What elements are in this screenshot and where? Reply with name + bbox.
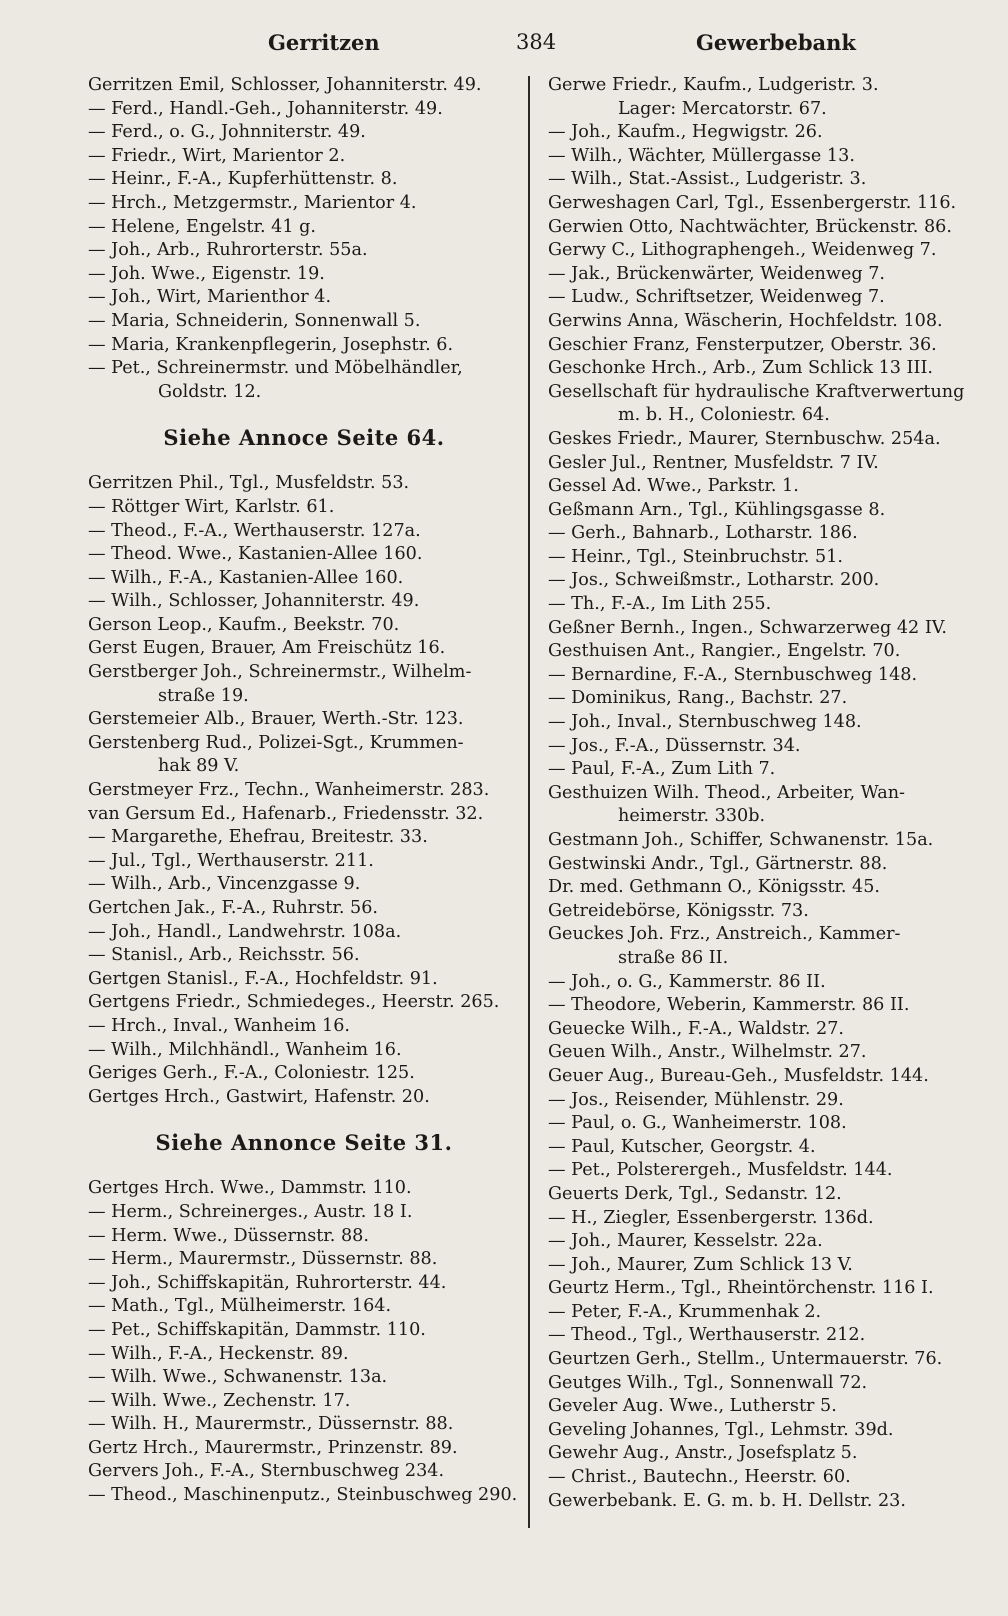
directory-entry: — Christ., Bautechn., Heerstr. 60.: [548, 1467, 851, 1488]
directory-entry: — Theodore, Weberin, Kammerstr. 86 II.: [548, 995, 910, 1016]
directory-entry: Geschonke Hrch., Arb., Zum Schlick 13 III.: [548, 358, 933, 379]
directory-entry: Gesthuisen Ant., Rangier., Engelstr. 70.: [548, 641, 901, 662]
directory-entry: — H., Ziegler, Essenbergerstr. 136d.: [548, 1207, 874, 1228]
directory-entry-continuation: hak 89 V.: [158, 756, 240, 777]
directory-entry: Gerstenberg Rud., Polizei-Sgt., Krummen-: [88, 732, 464, 753]
page-header: [88, 26, 972, 60]
directory-entry: — Math., Tgl., Mülheimerstr. 164.: [88, 1296, 392, 1317]
directory-entry: — Wilh. H., Maurermstr., Düssernstr. 88.: [88, 1414, 454, 1435]
directory-entry: Gerwy C., Lithographengeh., Weidenweg 7.: [548, 240, 937, 261]
directory-entry: — Herm., Schreinerges., Austr. 18 I.: [88, 1201, 413, 1222]
section-spacer: [88, 1109, 520, 1119]
right-column: [548, 74, 984, 1513]
directory-entry: — Wilh., F.-A., Heckenstr. 89.: [88, 1343, 349, 1364]
directory-entry: Gertgen Stanisl., F.-A., Hochfeldstr. 91.: [88, 968, 438, 989]
directory-entry: — Heinr., F.-A., Kupferhüttenstr. 8.: [88, 169, 398, 190]
directory-entry: — Jos., Schweißmstr., Lotharstr. 200.: [548, 570, 880, 591]
directory-entry: — Wilh., F.-A., Kastanien-Allee 160.: [88, 567, 404, 588]
directory-entry: Gertz Hrch., Maurermstr., Prinzenstr. 89.: [88, 1437, 458, 1458]
directory-entry: Geschier Franz, Fensterputzer, Oberstr. 36.: [548, 334, 937, 355]
directory-entry: Geßmann Arn., Tgl., Kühlingsgasse 8.: [548, 499, 886, 520]
directory-entry: — Jos., Reisender, Mühlenstr. 29.: [548, 1089, 844, 1110]
directory-entry: — Peter, F.-A., Krummenhak 2.: [548, 1301, 822, 1322]
page-number: 384: [516, 30, 557, 54]
directory-entry: Geuer Aug., Bureau-Geh., Musfeldstr. 144.: [548, 1065, 929, 1086]
directory-entry: Gerstmeyer Frz., Techn., Wanheimerstr. 283.: [88, 780, 490, 801]
directory-entry: Gestmann Joh., Schiffer, Schwanenstr. 15a.: [548, 830, 934, 850]
directory-entry-continuation: straße 86 II.: [618, 947, 729, 968]
section-spacer: [88, 462, 520, 472]
directory-entry: Gerst Eugen, Brauer, Am Freischütz 16.: [88, 638, 446, 659]
directory-entry: — Theod., F.-A., Werthauserstr. 127a.: [88, 520, 421, 541]
directory-entry: — Pet., Schiffskapitän, Dammstr. 110.: [88, 1319, 426, 1340]
directory-entry: Geßner Bernh., Ingen., Schwarzerweg 42 IV.: [548, 617, 947, 638]
directory-entry: — Wilh. Wwe., Schwanenstr. 13a.: [88, 1367, 388, 1388]
directory-entry: van Gersum Ed., Hafenarb., Friedensstr. 32.: [88, 803, 484, 824]
directory-entry: — Gerh., Bahnarb., Lotharstr. 186.: [548, 523, 858, 544]
directory-entry: — Röttger Wirt, Karlstr. 61.: [88, 496, 335, 517]
directory-entry: — Wilh., Stat.-Assist., Ludgeristr. 3.: [548, 169, 867, 190]
directory-entry: Gerweshagen Carl, Tgl., Essenbergerstr. 116.: [548, 192, 957, 213]
directory-entry: — Hrch., Inval., Wanheim 16.: [88, 1015, 351, 1036]
directory-entry-continuation: heimerstr. 330b.: [618, 806, 766, 827]
directory-entry: — Wilh., Schlosser, Johanniterstr. 49.: [88, 591, 420, 612]
directory-entry: Gewerbebank. E. G. m. b. H. Dellstr. 23.: [548, 1490, 906, 1511]
directory-entry: — Maria, Krankenpflegerin, Josephstr. 6.: [88, 334, 454, 355]
directory-entry: — Joh., Kaufm., Hegwigstr. 26.: [548, 122, 823, 143]
directory-entry: — Wilh. Wwe., Zechenstr. 17.: [88, 1390, 351, 1411]
directory-entry: — Theod. Wwe., Kastanien-Allee 160.: [88, 544, 423, 565]
header-right-keyword: Gewerbebank: [696, 30, 856, 55]
directory-entry: Gertges Hrch. Wwe., Dammstr. 110.: [88, 1178, 412, 1199]
directory-entry: — Joh., Handl., Landwehrstr. 108a.: [88, 921, 402, 942]
directory-entry: Gerritzen Emil, Schlosser, Johanniterstr. 49.: [88, 75, 482, 95]
directory-entry: Gerwien Otto, Nachtwächter, Brückenstr. 86.: [548, 216, 952, 237]
directory-entry: — Jos., F.-A., Düssernstr. 34.: [548, 735, 801, 756]
directory-entry: Gertchen Jak., F.-A., Ruhrstr. 56.: [88, 898, 378, 918]
directory-entry: — Friedr., Wirt, Marientor 2.: [88, 145, 346, 166]
directory-entry: Gestwinski Andr., Tgl., Gärtnerstr. 88.: [548, 853, 888, 874]
column-divider: [528, 76, 530, 1528]
directory-entry: Gerson Leop., Kaufm., Beekstr. 70.: [88, 614, 400, 635]
directory-entry: Geurtz Herm., Tgl., Rheintörchenstr. 116 I.: [548, 1278, 934, 1299]
directory-entry: Geuerts Derk, Tgl., Sedanstr. 12.: [548, 1183, 842, 1204]
directory-entry: — Joh., o. G., Kammerstr. 86 II.: [548, 971, 826, 992]
directory-entry: Gerritzen Phil., Tgl., Musfeldstr. 53.: [88, 473, 410, 494]
directory-entry: — Theod., Tgl., Werthauserstr. 212.: [548, 1325, 866, 1346]
left-column: [88, 74, 520, 1508]
directory-entry: Geurtzen Gerh., Stellm., Untermauerstr. 76.: [548, 1349, 943, 1370]
directory-entry: Geriges Gerh., F.-A., Coloniestr. 125.: [88, 1063, 415, 1084]
directory-entry: — Wilh., Milchhändl., Wanheim 16.: [88, 1039, 402, 1060]
directory-entry: Geuen Wilh., Anstr., Wilhelmstr. 27.: [548, 1042, 867, 1063]
directory-entry: Gervers Joh., F.-A., Sternbuschweg 234.: [88, 1461, 445, 1482]
directory-entry: — Margarethe, Ehefrau, Breitestr. 33.: [88, 827, 428, 848]
directory-entry: — Joh., Wirt, Marienthor 4.: [88, 287, 332, 308]
directory-entry: — Jul., Tgl., Werthauserstr. 211.: [88, 850, 374, 871]
directory-entry: Geuecke Wilh., F.-A., Waldstr. 27.: [548, 1018, 845, 1039]
directory-entry: Geveler Aug. Wwe., Lutherstr 5.: [548, 1396, 837, 1417]
directory-entry: — Hrch., Metzgermstr., Marientor 4.: [88, 192, 417, 213]
directory-entry: — Dominikus, Rang., Bachstr. 27.: [548, 688, 848, 709]
directory-entry: Geutges Wilh., Tgl., Sonnenwall 72.: [548, 1372, 868, 1393]
directory-entry: — Paul, o. G., Wanheimerstr. 108.: [548, 1113, 847, 1134]
directory-entry: — Th., F.-A., Im Lith 255.: [548, 594, 772, 615]
directory-entry: — Wilh., Wächter, Müllergasse 13.: [548, 145, 855, 166]
directory-entry: Gesellschaft für hydraulische Kraftverwertung: [548, 381, 965, 402]
section-spacer: [88, 1167, 520, 1177]
directory-entry: Geuckes Joh. Frz., Anstreich., Kammer-: [548, 924, 901, 945]
directory-entry: Gesler Jul., Rentner, Musfeldstr. 7 IV.: [548, 452, 879, 473]
directory-entry: — Pet., Polsterergeh., Musfeldstr. 144.: [548, 1160, 893, 1181]
directory-entry: — Maria, Schneiderin, Sonnenwall 5.: [88, 310, 421, 331]
directory-entry-continuation: Goldstr. 12.: [158, 381, 262, 402]
directory-entry: — Paul, F.-A., Zum Lith 7.: [548, 759, 776, 780]
advert-notice: Siehe Annoce Seite 64.: [163, 425, 445, 451]
directory-entry: Gessel Ad. Wwe., Parkstr. 1.: [548, 476, 799, 497]
directory-entry: — Theod., Maschinenputz., Steinbuschweg 290.: [88, 1485, 518, 1506]
directory-entry: Gesthuizen Wilh. Theod., Arbeiter, Wan-: [548, 782, 905, 803]
directory-entry: — Ferd., Handl.-Geh., Johanniterstr. 49.: [88, 98, 443, 119]
directory-entry: — Ludw., Schriftsetzer, Weidenweg 7.: [548, 287, 885, 308]
directory-entry: Gertges Hrch., Gastwirt, Hafenstr. 20.: [88, 1086, 430, 1107]
directory-entry: — Herm. Wwe., Düssernstr. 88.: [88, 1225, 369, 1246]
directory-entry: — Bernardine, F.-A., Sternbuschweg 148.: [548, 664, 918, 685]
directory-entry: — Joh. Wwe., Eigenstr. 19.: [88, 263, 325, 284]
directory-entry: — Joh., Schiffskapitän, Ruhrorterstr. 44.: [88, 1272, 447, 1293]
directory-entry: — Joh., Maurer, Zum Schlick 13 V.: [548, 1254, 853, 1275]
directory-entry-continuation: Lager: Mercatorstr. 67.: [618, 98, 827, 119]
directory-entry: — Pet., Schreinermstr. und Möbelhändler,: [88, 358, 463, 379]
directory-entry: — Jak., Brückenwärter, Weidenweg 7.: [548, 263, 886, 284]
section-spacer: [88, 404, 520, 414]
directory-entry: — Ferd., o. G., Johnniterstr. 49.: [88, 122, 366, 143]
directory-entry: Getreidebörse, Königsstr. 73.: [548, 900, 809, 921]
header-left-keyword: Gerritzen: [268, 30, 380, 55]
directory-entry: Gewehr Aug., Anstr., Josefsplatz 5.: [548, 1443, 858, 1464]
directory-entry: Geveling Johannes, Tgl., Lehmstr. 39d.: [548, 1419, 894, 1440]
directory-entry: Dr. med. Gethmann O., Königsstr. 45.: [548, 877, 881, 898]
directory-entry: — Joh., Arb., Ruhrorterstr. 55a.: [88, 240, 368, 261]
directory-entry: — Wilh., Arb., Vincenzgasse 9.: [88, 874, 361, 895]
directory-entry: — Paul, Kutscher, Georgstr. 4.: [548, 1136, 816, 1157]
directory-entry: Gerstemeier Alb., Brauer, Werth.-Str. 123.: [88, 709, 464, 730]
directory-entry: — Joh., Maurer, Kesselstr. 22a.: [548, 1231, 823, 1252]
directory-entry: — Helene, Engelstr. 41 g.: [88, 216, 316, 237]
directory-entry: Geskes Friedr., Maurer, Sternbuschw. 254a.: [548, 428, 941, 449]
directory-entry: — Herm., Maurermstr., Düssernstr. 88.: [88, 1249, 438, 1270]
directory-entry: Gerwe Friedr., Kaufm., Ludgeristr. 3.: [548, 75, 879, 95]
directory-entry: Gerstberger Joh., Schreinermstr., Wilhelm-: [88, 662, 472, 683]
directory-entry: Gerwins Anna, Wäscherin, Hochfeldstr. 108.: [548, 310, 943, 331]
directory-entry: — Heinr., Tgl., Steinbruchstr. 51.: [548, 546, 843, 567]
directory-entry: — Joh., Inval., Sternbuschweg 148.: [548, 712, 862, 733]
directory-entry-continuation: straße 19.: [158, 685, 249, 706]
directory-entry: Gertgens Friedr., Schmiedeges., Heerstr. 265.: [88, 992, 500, 1013]
advert-notice: Siehe Annonce Seite 31.: [155, 1130, 453, 1156]
directory-entry-continuation: m. b. H., Coloniestr. 64.: [618, 405, 830, 426]
directory-entry: — Stanisl., Arb., Reichsstr. 56.: [88, 945, 360, 966]
